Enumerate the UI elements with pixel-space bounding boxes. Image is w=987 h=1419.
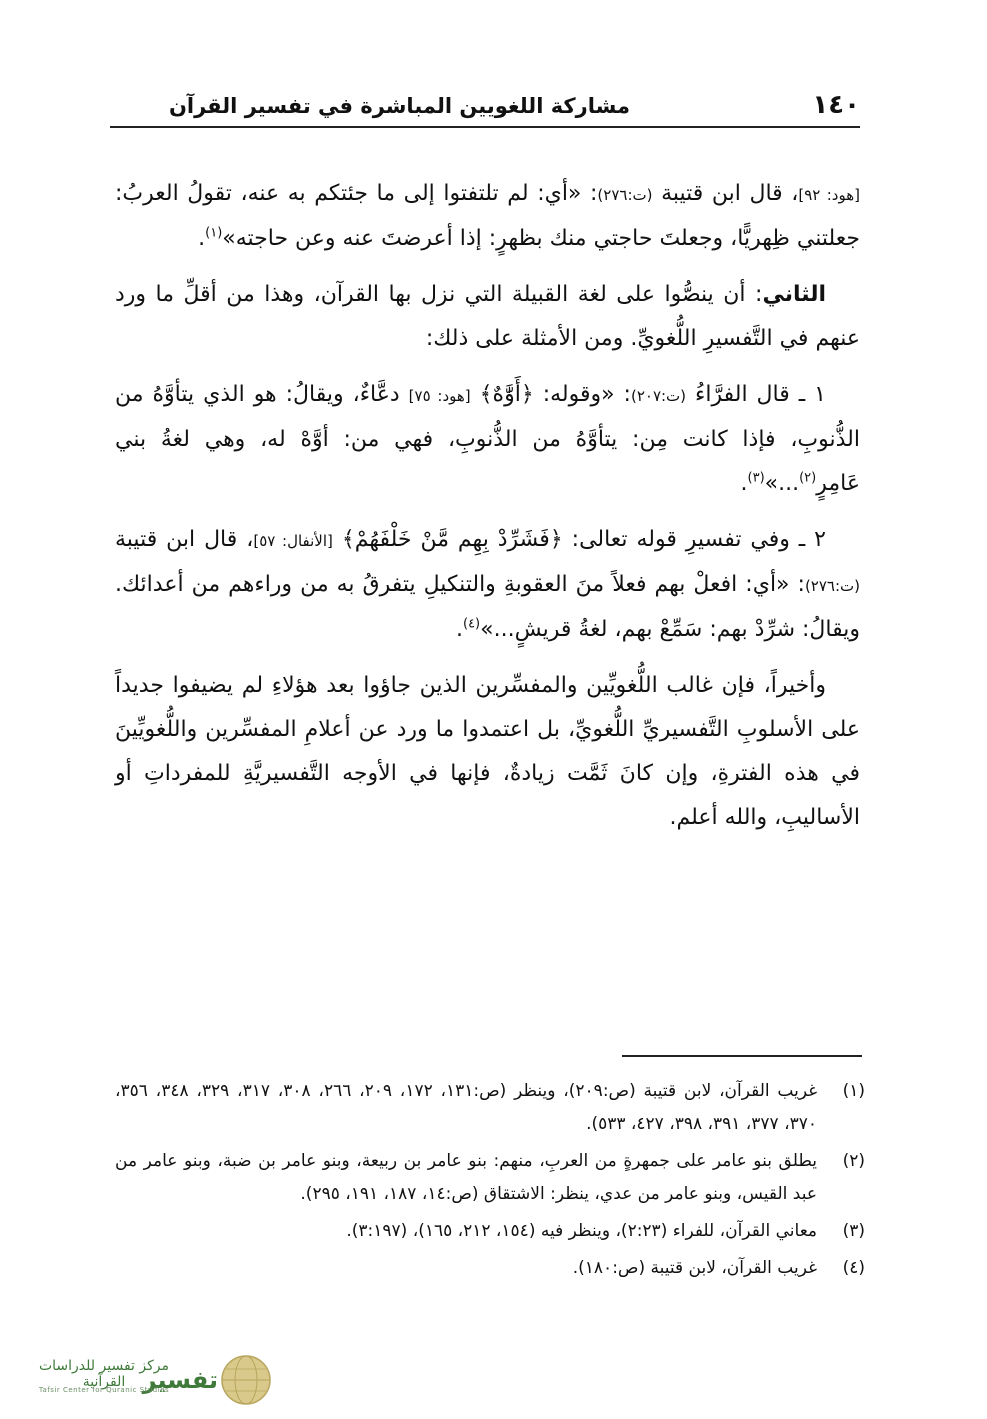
text-segment: وأخيراً، فإن غالب اللُّغويِّين والمفسِّرين الذين جاؤوا بعد هؤلاءِ لم يضيفوا جديداً على الأسلوبِ التَّفسيريِّ اللُّغويِّ، بل اعتمدوا ما ورد عن أعلامِ المفسِّرين واللُّغويِّينَ في هذه الفترةِ، وإن كانَ ثَمَّت زيادةٌ، فإنها في الأوجه التَّفسيريَّةِ للمفرداتِ أو الأساليبِ، والله أعلم.: [115, 673, 860, 830]
text-segment: : «أي: افعلْ بهم فعلاً منَ العقوبةِ والتنكيلِ يتفرقُ به من وراءهم من أعدائك. ويقالُ: شرِّدْ بهم: سَمِّعْ بهم، لغةُ قريشٍ...»: [115, 572, 860, 642]
page-number: ١٤٠: [812, 90, 860, 120]
running-title: مشاركة اللغويين المباشرة في تفسير القرآن: [169, 94, 630, 118]
verse-reference: [هود: ٧٥]: [408, 387, 471, 405]
text-segment: ١ ـ قال الفرَّاءُ: [686, 382, 826, 407]
text-segment: : «وقوله: ﴿أَوَّٰهٌ﴾: [470, 382, 631, 407]
page-header: [110, 90, 860, 128]
text-segment: .: [455, 617, 463, 642]
footnote-marker: (٢): [799, 470, 817, 486]
text-segment: : أن ينصُّوا على لغة القبيلة التي نزل بها القرآن، وهذا من أقلِّ ما ورد عنهم في التَّفسيرِ اللُّغويِّ. ومن الأمثلة على ذلك:: [115, 282, 860, 351]
footnote-text: غريب القرآن، لابن قتيبة (ص:٢٠٩)، وينظر (ص:١٣١، ١٧٢، ٢٠٩، ٢٦٦، ٣٠٨، ٣١٧، ٣٢٩، ٣٤٨، ٣٥٦، ٣٧٠، ٣٧٧، ٣٩١، ٣٩٨، ٤٢٧، ٥٣٣).: [115, 1081, 818, 1134]
globe-icon: [218, 1352, 274, 1408]
header-rule: [110, 126, 860, 128]
footnote-rule: [622, 1055, 862, 1057]
footnote-item: [115, 1215, 865, 1248]
section-lead: الثاني: [762, 282, 826, 307]
footnote-item: [115, 1145, 865, 1211]
logo-english-name: Tafsir Center for Quranic Studies: [38, 1386, 170, 1394]
text-segment: ٢ ـ وفي تفسيرِ قوله تعالى: ﴿فَشَرِّدْ بِهِم مَّنْ خَلْفَهُمْ﴾: [332, 527, 826, 552]
footnote-number: (٣): [842, 1221, 865, 1241]
footnote-text: معاني القرآن، للفراء (٢:٢٣)، وينظر فيه (١٥٤، ٢١٢، ١٦٥)، (٣:١٩٧).: [346, 1221, 817, 1241]
footnote-marker: (١): [205, 225, 223, 241]
footnote-number: (٢): [842, 1151, 865, 1171]
logo-arabic-name: مركز تفسير للدراسات القرآنية: [38, 1358, 169, 1390]
text-segment: : «أي: لم تلتفتوا إلى ما جئتكم به عنه، تقولُ العربُ: جعلتني ظِهريًّا، وجعلتَ حاجتي منك بظهرٍ: إذا أعرضتَ عنه وعن حاجته»: [115, 181, 860, 251]
paragraph-4: [115, 518, 860, 652]
footnote-number: (٤): [842, 1258, 865, 1278]
footnote-text: يطلق بنو عامر على جمهرةٍ من العربِ، منهم: بنو عامر بن ربيعة، وبنو عامر بن ضبة، وبنو عامر من عبد القيس، وبنو عامر من عدي، ينظر: الاشتقاق (ص:١٤، ١٨٧، ١٩١، ٢٩٥).: [115, 1151, 817, 1204]
logo-wordmark: تفسير: [142, 1366, 218, 1394]
paragraph-2: [115, 273, 860, 361]
text-segment: ...»: [764, 471, 800, 496]
text-segment: ، قال ابن قتيبة: [652, 181, 799, 206]
paragraph-5: [115, 664, 860, 840]
footnote-number: (١): [842, 1081, 865, 1101]
death-date: (ت:٢٧٦): [597, 186, 653, 204]
death-date: (ت:٢٠٧): [630, 387, 687, 405]
footnotes: [115, 1075, 865, 1289]
footnote-marker: (٤): [462, 616, 481, 632]
paragraph-1: [115, 172, 860, 261]
text-segment: دعَّاءٌ، ويقالُ: هو الذي يتأوَّهُ من الذُّنوبِ، فإذا كانت مِن: يتأوَّهُ من الذُّنوبِ، فهي من: أوَّهْ له، وهي لغةُ بني عَامِرٍ: [115, 382, 860, 496]
text-segment: ، قال ابن قتيبة: [115, 527, 254, 552]
verse-reference: [الأنفال: ٥٧]: [253, 532, 333, 550]
paragraph-3: [115, 373, 860, 506]
footnote-item: [115, 1075, 865, 1141]
verse-reference: [هود: ٩٢]: [798, 186, 860, 204]
death-date: (ت:٢٧٦): [804, 577, 860, 595]
main-text: [115, 172, 860, 852]
text-segment: .: [198, 226, 206, 251]
text-segment: .: [740, 471, 748, 496]
footnote-item: [115, 1252, 865, 1285]
footnote-text: غريب القرآن، لابن قتيبة (ص:١٨٠).: [572, 1258, 817, 1278]
publisher-logo: [14, 1352, 274, 1408]
footnote-marker: (٣): [747, 470, 765, 486]
